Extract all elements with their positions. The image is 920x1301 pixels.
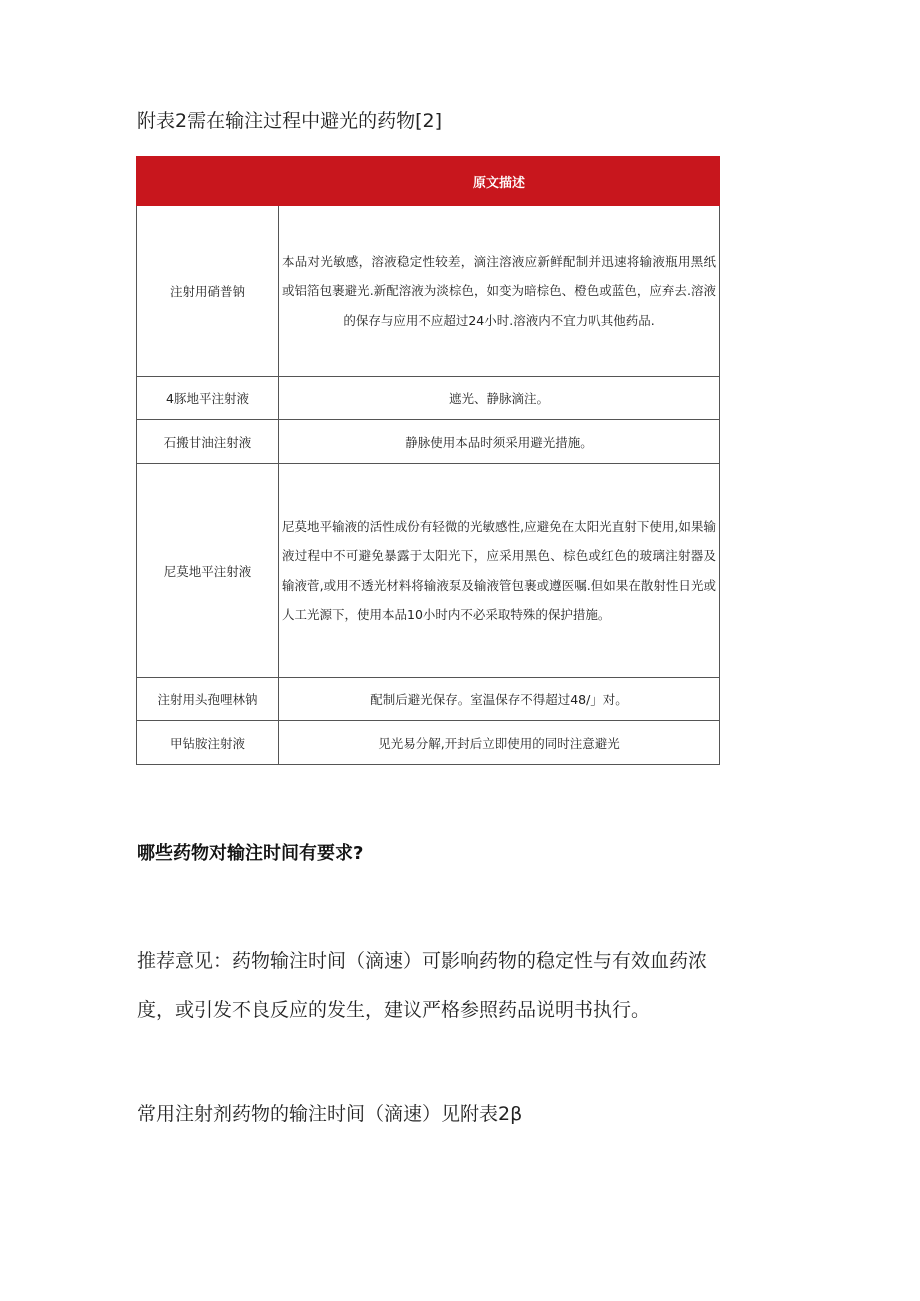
table-row	[137, 206, 720, 377]
drug-name-cell: 石搬甘油注射液	[137, 420, 279, 464]
drug-description-cell: 尼莫地平输液的活性成份有轻微的光敏感性,应避免在太阳光直射下使用,如果输液过程中不可避免暴露于太阳光下，应采用黑色、棕色或红色的玻璃注射器及输液菅,或用不透光材料将输液泵及输液管包裹或遵医嘱.但如果在散射性日光或人工光源下，使用本品10小时内不必采取特殊的保护措施。	[279, 464, 720, 678]
header-drug-name	[137, 157, 279, 206]
drug-description-cell: 本品对光敏感，溶液稳定性较差，滴注溶液应新鲜配制并迅速将输液瓶用黑纸或铝箔包裹避光.新配溶液为淡棕色，如变为暗棕色、橙色或蓝色，应弃去.溶液的保存与应用不应超过24小时.溶液内不宜力叭其他药品.	[279, 206, 720, 377]
table-row	[137, 678, 720, 721]
table-row	[137, 377, 720, 420]
drug-name-cell: 甲钻胺注射液	[137, 721, 279, 765]
table-header-row	[137, 157, 720, 206]
drug-name-cell: 4豚地平注射液	[137, 377, 279, 420]
table-caption: 附表2需在输注过程中避光的药物[2]	[137, 110, 443, 132]
reference-paragraph: 常用注射剂药物的输注时间（滴速）见附表2β	[137, 1103, 523, 1125]
table-row	[137, 464, 720, 678]
drug-description-cell: 配制后避光保存。室温保存不得超过48/」对。	[279, 678, 720, 721]
drug-description-cell: 见光易分解,开封后立即使用的同时注意避光	[279, 721, 720, 765]
recommendation-paragraph: 推荐意见：药物输注时间（滴速）可影响药物的稳定性与有效血药浓度，或引发不良反应的发生，建议严格参照药品说明书执行。	[137, 950, 708, 1021]
drug-name-cell: 注射用硝普钠	[137, 206, 279, 377]
drug-description-cell: 静脉使用本品时须采用避光措施。	[279, 420, 720, 464]
section-heading: 哪些药物对输注时间有要求?	[137, 843, 364, 864]
drug-table	[136, 156, 720, 765]
drug-description-cell: 遮光、静脉滴注。	[279, 377, 720, 420]
drug-name-cell: 尼莫地平注射液	[137, 464, 279, 678]
drug-name-cell: 注射用头孢哩林钠	[137, 678, 279, 721]
header-description: 原文描述	[279, 157, 720, 206]
table-row	[137, 721, 720, 765]
table-row	[137, 420, 720, 464]
